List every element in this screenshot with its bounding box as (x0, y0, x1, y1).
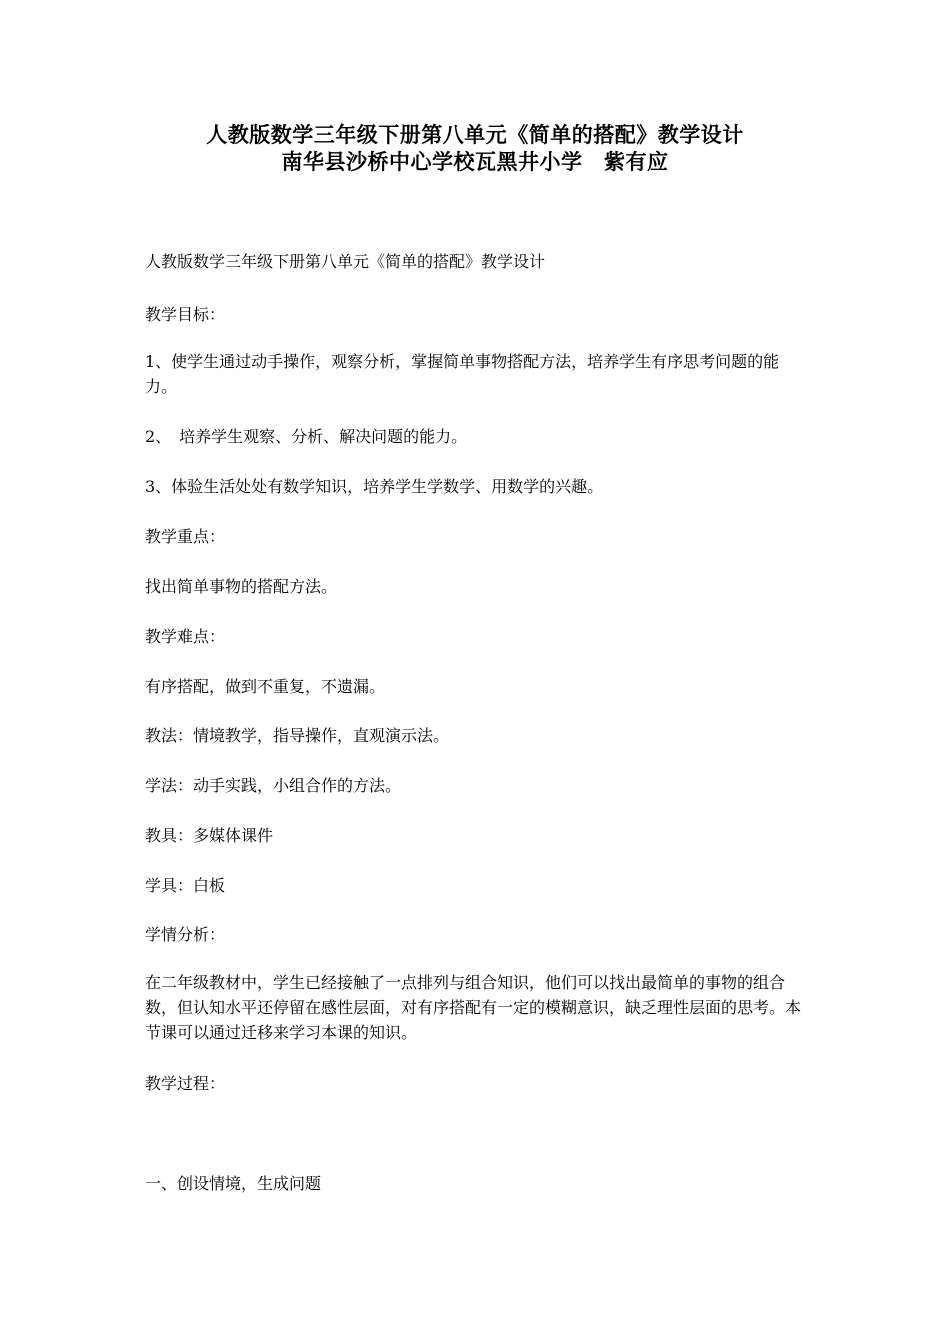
goal-2: 2、 培养学生观察、分析、解决问题的能力。 (145, 427, 468, 446)
process-label: 教学过程： (145, 1074, 226, 1093)
body-heading: 人教版数学三年级下册第八单元《简单的搭配》教学设计 (145, 252, 546, 271)
key-point-text: 找出简单事物的搭配方法。 (145, 577, 338, 596)
goal-1: 1、使学生通过动手操作，观察分析，掌握简单事物搭配方法，培养学生有序思考问题的能力。 (145, 352, 780, 396)
learning-method: 学法：动手实践，小组合作的方法。 (145, 776, 402, 795)
goals-label: 教学目标： (145, 305, 226, 324)
document-title (0, 122, 950, 176)
analysis-text: 在二年级教材中，学生已经接触了一点排列与组合知识，他们可以找出最简单的事物的组合数，但认知水平还停留在感性层面，对有序搭配有一定的模糊意识，缺乏理性层面的思考。本节课可以通过迁移来学习本课的知识。 (145, 973, 802, 1042)
teaching-tools: 教具：多媒体课件 (145, 826, 274, 845)
learning-tools: 学具：白板 (145, 876, 226, 895)
title-main: 人教版数学三年级下册第八单元《简单的搭配》教学设计 (206, 123, 744, 147)
difficulty-text: 有序搭配，做到不重复，不遗漏。 (145, 677, 386, 696)
key-point-label: 教学重点： (145, 527, 226, 546)
goal-3: 3、体验生活处处有数学知识，培养学生学数学、用数学的兴趣。 (145, 477, 604, 496)
difficulty-label: 教学难点： (145, 627, 226, 646)
section-1-heading: 一、创设情境，生成问题 (145, 1174, 322, 1193)
title-author: 南华县沙桥中心学校瓦黑井小学 紫有应 (281, 150, 669, 174)
analysis-label: 学情分析： (145, 925, 226, 944)
teaching-method: 教法：情境教学，指导操作，直观演示法。 (145, 726, 450, 745)
